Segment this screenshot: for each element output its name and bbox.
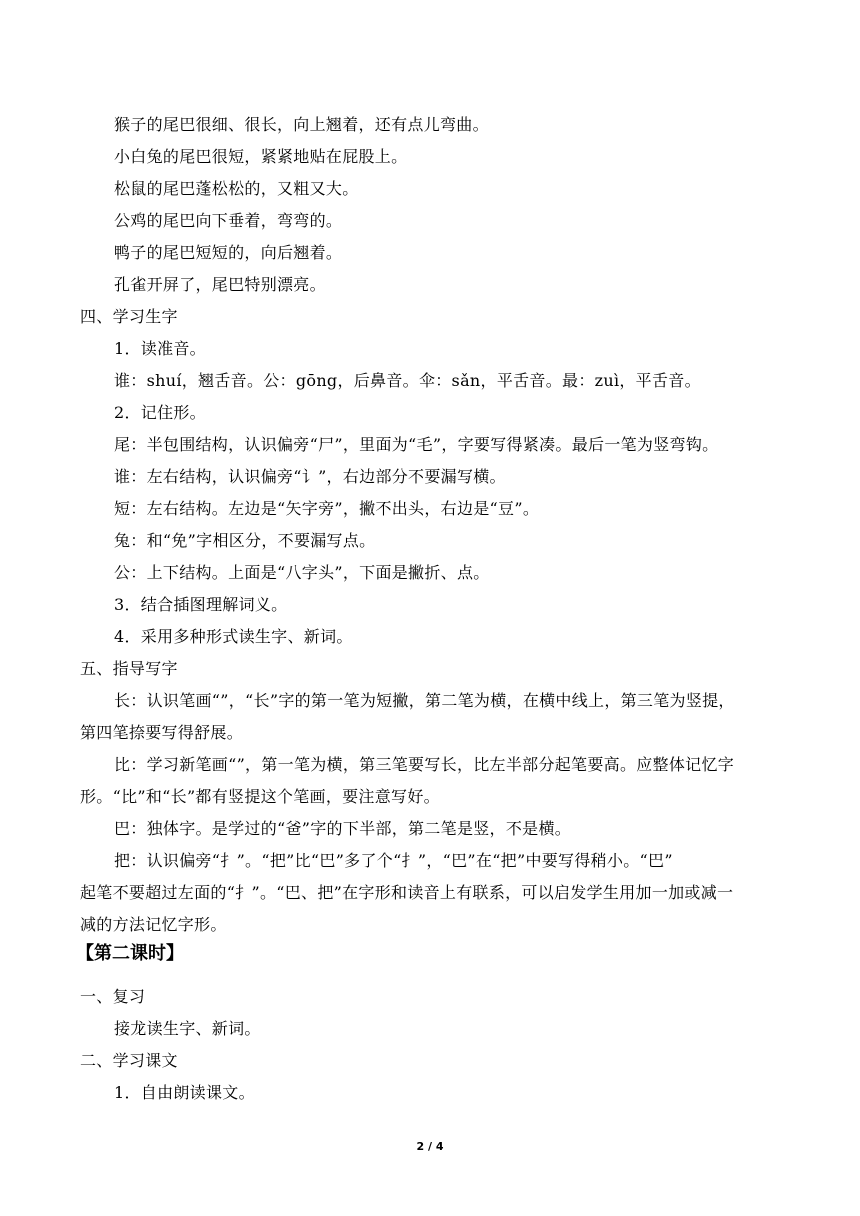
page-number: 2 / 4 bbox=[416, 1140, 444, 1153]
paragraph-line: 小白兔的尾巴很短，紧紧地贴在屁股上。 bbox=[114, 147, 408, 166]
paragraph-line: 2．记住形。 bbox=[114, 403, 206, 422]
paragraph-line: 松鼠的尾巴蓬松松的，又粗又大。 bbox=[114, 179, 359, 198]
paragraph-line: 鸭子的尾巴短短的，向后翘着。 bbox=[114, 243, 343, 262]
section-title: 四、学习生字 bbox=[80, 307, 178, 326]
paragraph-line: 谁：左右结构，认识偏旁“讠”，右边部分不要漏写横。 bbox=[114, 467, 506, 486]
paragraph-line: 巴：独体字。是学过的“爸”字的下半部，第二笔是竖，不是横。 bbox=[114, 819, 572, 838]
paragraph-line: 形。“比”和“长”都有竖提这个笔画，要注意写好。 bbox=[80, 787, 440, 806]
paragraph-line: 谁：shuí，翘舌音。公：gōng，后鼻音。伞：sǎn，平舌音。最：zuì，平舌音。 bbox=[114, 371, 701, 390]
paragraph-line: 1．读准音。 bbox=[114, 339, 206, 358]
section-title: 二、学习课文 bbox=[80, 1051, 178, 1070]
paragraph-line: 把：认识偏旁“扌”。“把”比“巴”多了个“扌”，“巴”在“把”中要写得稍小。“巴” bbox=[114, 851, 673, 870]
paragraph-line: 孔雀开屏了，尾巴特别漂亮。 bbox=[114, 275, 326, 294]
paragraph-line: 比：学习新笔画“”，第一笔为横，第三笔要写长，比左半部分起笔要高。应整体记忆字 bbox=[114, 755, 735, 774]
paragraph-line: 长：认识笔画“”，“长”字的第一笔为短撇，第二笔为横，在横中线上，第三笔为竖提， bbox=[114, 691, 735, 710]
paragraph-line: 猴子的尾巴很细、很长，向上翘着，还有点儿弯曲。 bbox=[114, 115, 489, 134]
paragraph-line: 公鸡的尾巴向下垂着，弯弯的。 bbox=[114, 211, 343, 230]
section-title: 一、复习 bbox=[80, 987, 146, 1006]
paragraph-line: 1．自由朗读课文。 bbox=[114, 1083, 255, 1102]
paragraph-line: 兔：和“免”字相区分，不要漏写点。 bbox=[114, 531, 376, 550]
paragraph-line: 公：上下结构。上面是“八字头”，下面是撇折、点。 bbox=[114, 563, 490, 582]
section-title: 五、指导写字 bbox=[80, 659, 178, 678]
paragraph-line: 3．结合插图理解词义。 bbox=[114, 595, 288, 614]
lesson-section-heading: 【第二课时】 bbox=[76, 943, 184, 964]
paragraph-line: 4．采用多种形式读生字、新词。 bbox=[114, 627, 353, 646]
paragraph-line: 减的方法记忆字形。 bbox=[80, 915, 227, 934]
paragraph-line: 起笔不要超过左面的“扌”。“巴、把”在字形和读音上有联系，可以启发学生用加一加或减一 bbox=[80, 883, 734, 902]
paragraph-line: 第四笔捺要写得舒展。 bbox=[80, 723, 244, 742]
paragraph-line: 接龙读生字、新词。 bbox=[114, 1019, 261, 1038]
paragraph-line: 短：左右结构。左边是“矢字旁”，撇不出头，右边是“豆”。 bbox=[114, 499, 540, 518]
paragraph-line: 尾：半包围结构，认识偏旁“尸”，里面为“毛”，字要写得紧凑。最后一笔为竖弯钩。 bbox=[114, 435, 719, 454]
